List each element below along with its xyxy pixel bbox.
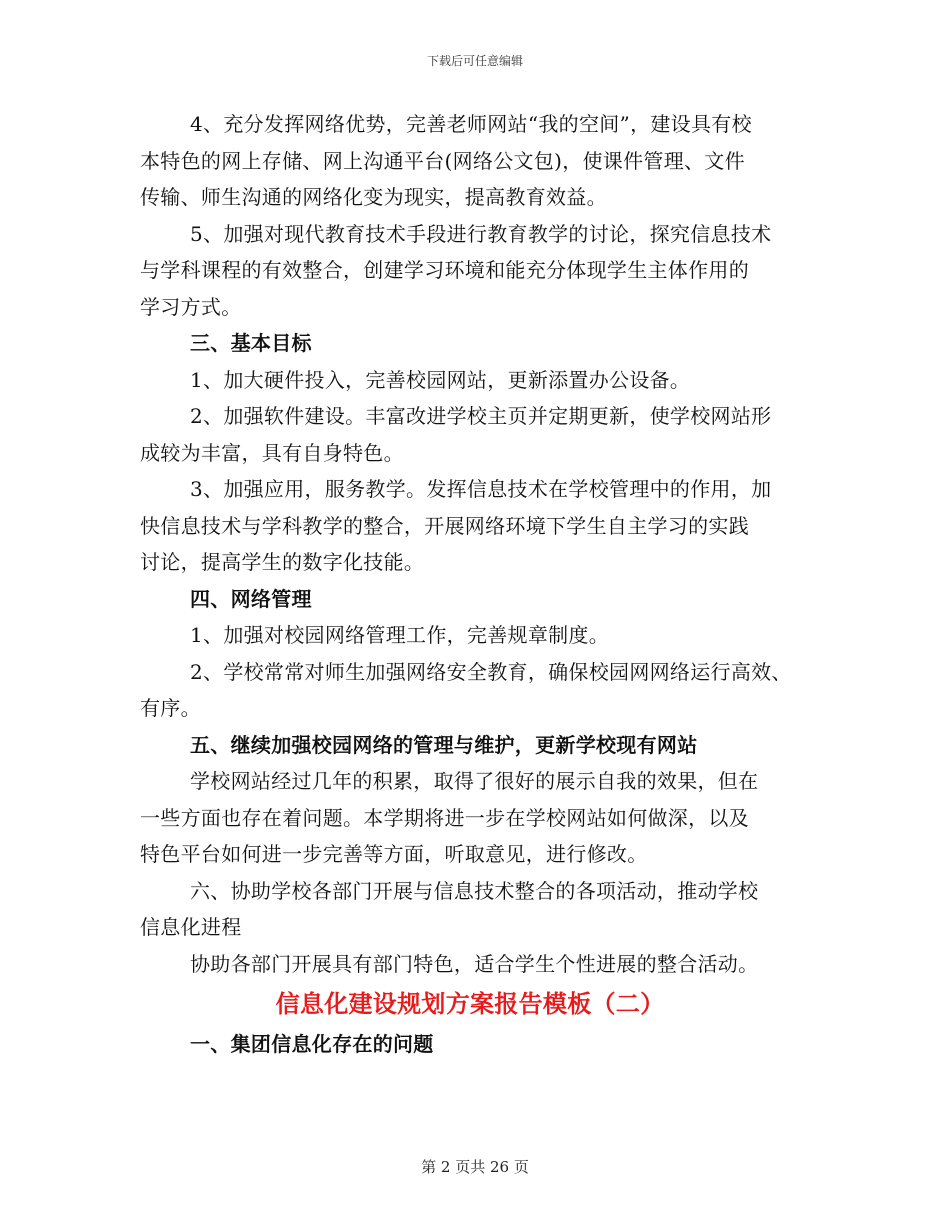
text-line: 协助各部门开展具有部门特色，适合学生个性进展的整合活动。 (190, 951, 759, 976)
paragraph-lines (140, 106, 820, 982)
text-line: 2、加强软件建设。丰富改进学校主页并定期更新，使学校网站形 (190, 404, 772, 428)
text-line: 特色平台如何进一步完善等方面，听取意见，进行修改。 (140, 842, 648, 866)
text-line: 3、加强应用，服务教学。发挥信息技术在学校管理中的作用，加 (190, 477, 772, 501)
text-line: 5、加强对现代教育技术手段进行教育教学的讨论，探究信息技术 (190, 221, 772, 246)
text-line: 4、充分发挥网络优势，完善老师网站“我的空间”，建设具有校 (190, 112, 752, 136)
text-line: 成较为丰富，具有自身特色。 (140, 440, 404, 465)
text-line: 与学科课程的有效整合，创建学习环境和能充分体现学生主体作用的 (140, 258, 749, 282)
text-line: 讨论，提高学生的数字化技能。 (140, 550, 425, 574)
section-heading: 一、集团信息化存在的问题 (190, 1032, 434, 1056)
section-title: 信息化建设规划方案报告模板（二） (275, 989, 665, 1018)
section-heading: 五、继续加强校园网络的管理与维护，更新学校现有网站 (190, 732, 698, 757)
document-body (140, 106, 820, 1063)
text-line: 六、协助学校各部门开展与信息技术整合的各项活动，推动学校 (190, 878, 759, 903)
page-footer: 第 2 页共 26 页 (421, 1158, 529, 1176)
text-line: 1、加大硬件投入，完善校园网站，更新添置办公设备。 (190, 367, 691, 392)
section-heading: 四、网络管理 (190, 586, 312, 611)
after-title-lines (140, 1026, 820, 1063)
text-line: 有序。 (140, 696, 201, 720)
section-heading: 三、基本目标 (190, 331, 312, 355)
text-line: 信息化进程 (140, 915, 242, 939)
text-line: 本特色的网上存储、网上沟通平台(网络公文包)，使课件管理、文件 (140, 148, 745, 173)
text-line: 传输、师生沟通的网络化变为现实，提高教育效益。 (140, 185, 607, 209)
text-line: 1、加强对校园网络管理工作，完善规章制度。 (190, 623, 610, 647)
page-header: 下载后可任意编辑 (426, 54, 523, 68)
text-line: 学习方式。 (140, 294, 242, 319)
text-line: 2、学校常常对师生加强网络安全教育，确保校园网网络运行高效、 (190, 659, 792, 684)
text-line: 快信息技术与学科教学的整合，开展网络环境下学生自主学习的实践 (140, 513, 749, 538)
text-line: 一些方面也存在着问题。本学期将进一步在学校网站如何做深，以及 (140, 805, 749, 830)
text-line: 学校网站经过几年的积累，取得了很好的展示自我的效果，但在 (190, 769, 759, 793)
